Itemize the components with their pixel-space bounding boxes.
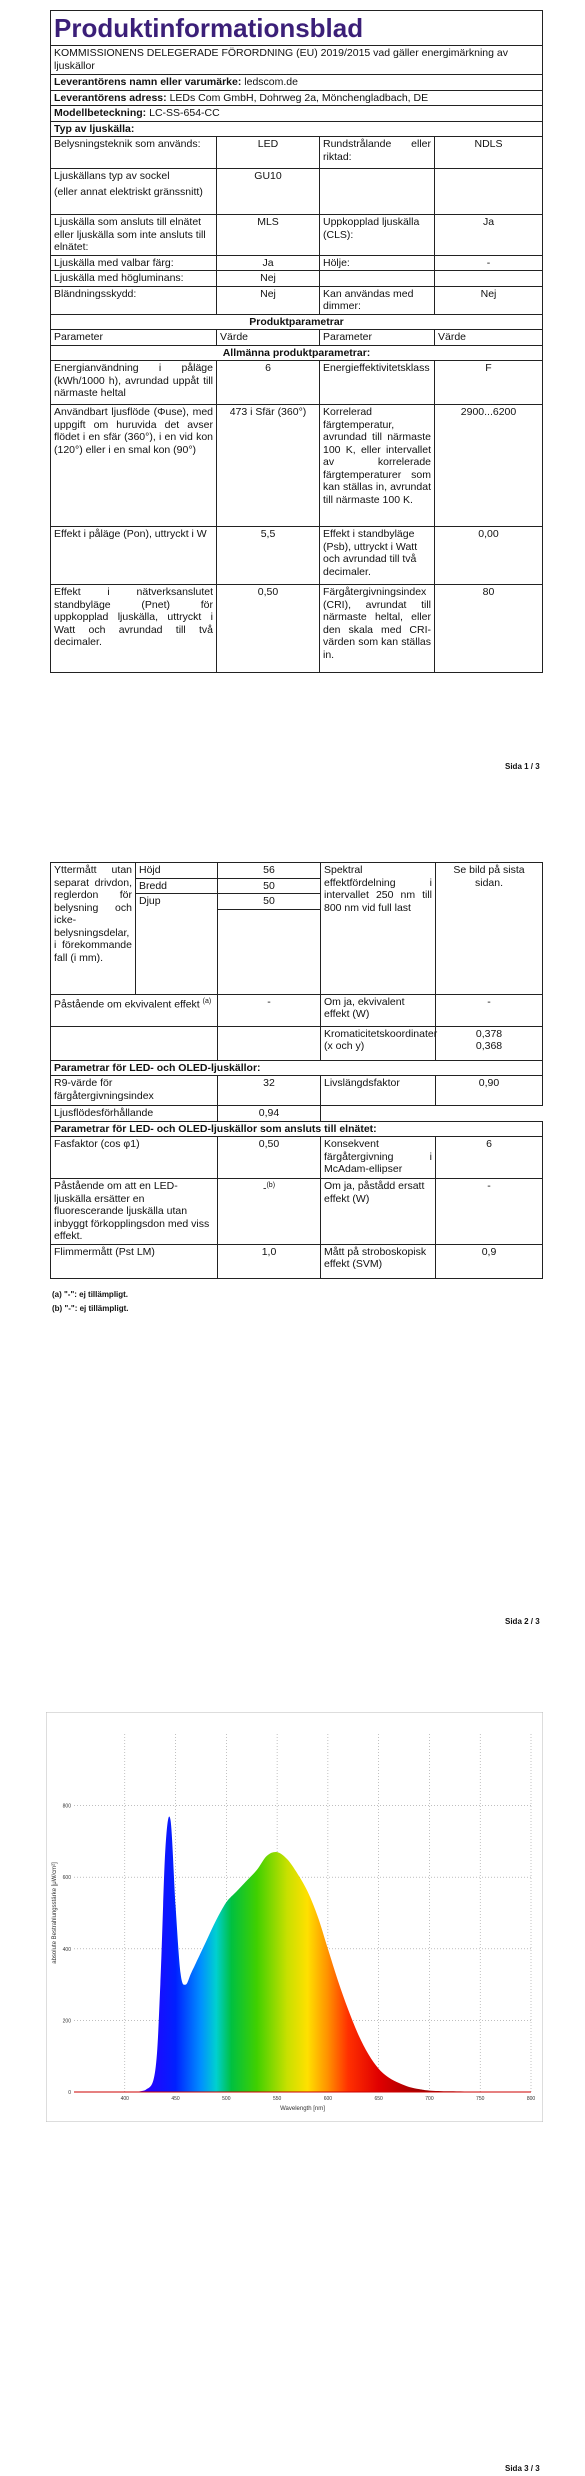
width-value: 50 [218, 878, 321, 894]
supplier-address-row [51, 90, 543, 106]
supplier-name-label: Leverantörens namn eller varumärke: [54, 76, 242, 88]
tech-value: LED [217, 137, 320, 169]
equiv-value: - [218, 994, 321, 1026]
replace-value-cell [218, 1179, 321, 1245]
r9-label: R9-värde för färgåtergivningsindex [51, 1076, 218, 1106]
cap-label-note: (eller annat elektriskt gränssnitt) [54, 185, 203, 198]
cap-value: GU10 [217, 169, 320, 215]
chroma-y: 0,368 [475, 1040, 503, 1052]
mcadam-value: 6 [436, 1137, 543, 1179]
col-value-1: Värde [217, 330, 320, 346]
tech-label: Belysningsteknik som används: [51, 137, 217, 169]
survival-value: 0,90 [436, 1076, 543, 1106]
mcadam-label: Konsekvent färgåtergivning i McAdam-ellipser [321, 1137, 436, 1179]
x-axis-label: Wavelength [nm] [280, 2106, 325, 2112]
flicker-value: 1,0 [218, 1244, 321, 1278]
colour-value: Ja [217, 255, 320, 271]
footnote-a: (a) "-": ej tillämpligt. [52, 1290, 129, 1299]
dimmable-label: Kan användas med dimmer: [320, 286, 435, 314]
page-number-1: Sida 1 / 3 [505, 762, 540, 771]
replace-w-label: Om ja, påstådd ersatt effekt (W) [321, 1179, 436, 1245]
energy-class-label: Energieffektivitetsklass [320, 361, 435, 405]
x-tick-label: 400 [120, 2096, 129, 2102]
power-on-value: 5,5 [217, 527, 320, 585]
supplier-name: ledscom.de [244, 76, 298, 88]
spectrum-chart [46, 1712, 543, 2122]
height-label: Höjd [136, 863, 218, 879]
col-param-2: Parameter [320, 330, 435, 346]
chroma-label: Kromaticitetskoordinater (x och y) [321, 1026, 436, 1060]
standby-value: 0,00 [435, 527, 543, 585]
type-header: Typ av ljuskälla: [51, 121, 543, 137]
supplier-address-label: Leverantörens adress: [54, 91, 167, 104]
envelope-value: - [435, 255, 543, 271]
y-tick-label: 400 [62, 1946, 71, 1953]
replace-note: (b) [266, 1182, 276, 1189]
page1-table [50, 10, 543, 673]
y-tick-label: 600 [62, 1875, 71, 1882]
spd-value: Se bild på sista sidan. [436, 863, 543, 995]
colour-label: Ljuskälla med valbar färg: [51, 255, 217, 271]
x-tick-label: 450 [171, 2096, 180, 2102]
col-value-2: Värde [435, 330, 543, 346]
survival-label: Livslängdsfaktor [321, 1076, 436, 1106]
replace-label: Påstående om att en LED-ljuskälla ersätter en fluorescerande ljuskälla utan inbyggt förkopplingsdon med viss effekt. [51, 1179, 218, 1245]
x-tick-label: 750 [476, 2096, 485, 2102]
model-row [51, 106, 543, 122]
general-header: Allmänna produktparametrar: [51, 345, 543, 361]
flux-value: 473 i Sfär (360°) [217, 405, 320, 527]
equiv-label-cell [51, 994, 218, 1026]
height-value: 56 [218, 863, 321, 879]
led-params-header: Parametrar för LED- och OLED-ljuskällor: [51, 1060, 543, 1076]
params-header: Produktparametrar [51, 314, 543, 330]
cct-label: Korrelerad färgtemperatur, avrundad till närmaste 100 K, eller intervallet av korrelerade färgtemperaturer som kan ställas in, avrundat till närmaste 100 K. [320, 405, 435, 527]
spd-label: Spektral effektfördelning i intervallet 250 nm till 800 nm vid full last [321, 863, 436, 995]
antiglare-label: Bländningsskydd: [51, 286, 217, 314]
footnote-b: (b) "-": ej tillämpligt. [52, 1304, 129, 1313]
chroma-x: 0,378 [475, 1027, 503, 1040]
mains-value: MLS [217, 215, 320, 256]
page2-table [50, 862, 543, 1279]
connected-label: Uppkopplad ljuskälla (CLS): [320, 215, 435, 256]
equiv-w-label: Om ja, ekvivalent effekt (W) [321, 994, 436, 1026]
width-label: Bredd [136, 878, 218, 894]
flicker-label: Flimmermått (Pst LM) [51, 1244, 218, 1278]
replace-value: - [262, 1182, 267, 1195]
connected-value: Ja [435, 215, 543, 256]
dimmable-value: Nej [435, 286, 543, 314]
r9-value: 32 [218, 1076, 321, 1106]
x-tick-label: 700 [425, 2096, 434, 2102]
supplier-address: LEDs Com GmbH, Dohrweg 2a, Mönchengladbach, DE [169, 91, 429, 104]
x-tick-label: 500 [222, 2096, 231, 2102]
depth-value: 50 [218, 894, 321, 910]
energy-label: Energianvändning i påläge (kWh/1000 h), avrundad uppåt till närmaste heltal [51, 361, 217, 405]
page-number-2: Sida 2 / 3 [505, 1617, 540, 1626]
equiv-note: (a) [202, 997, 212, 1005]
y-tick-label: 200 [62, 2018, 71, 2025]
lumen-label: Ljusflödesförhållande [51, 1106, 218, 1122]
y-tick-label: 0 [68, 2090, 71, 2096]
x-tick-label: 800 [526, 2096, 536, 2102]
y-tick-label: 800 [62, 1803, 71, 1810]
model-label: Modellbeteckning: [54, 107, 147, 119]
cap-label: Ljuskällans typ av sockel [54, 170, 170, 182]
col-param-1: Parameter [51, 330, 217, 346]
x-tick-label: 600 [323, 2096, 333, 2102]
replace-w-value: - [436, 1179, 543, 1245]
energy-class-value: F [435, 361, 543, 405]
page-title: Produktinformationsblad [51, 11, 543, 46]
nondirectional-label: Rundstrålande eller riktad: [320, 137, 435, 169]
nondirectional-value: NDLS [435, 137, 543, 169]
equiv-label: Påstående om ekvivalent effekt [54, 998, 200, 1010]
lumen-value: 0,94 [218, 1106, 321, 1122]
hl-label: Ljuskälla med högluminans: [51, 271, 217, 287]
depth-label: Djup [136, 894, 218, 910]
svm-value: 0,9 [436, 1244, 543, 1278]
supplier-name-row [51, 75, 543, 91]
cri-value: 80 [435, 585, 543, 673]
model-identifier: LC-SS-654-CC [149, 107, 220, 119]
page-number-3: Sida 3 / 3 [505, 2464, 540, 2473]
mains-params-header: Parametrar för LED- och OLED-ljuskällor som ansluts till elnätet: [51, 1121, 543, 1137]
envelope-label: Hölje: [320, 255, 435, 271]
net-standby-label: Effekt i nätverksanslutet standbyläge (Pnet) för uppkopplad ljuskälla, uttryckt i Watt och avrundad till två decimaler. [51, 585, 217, 673]
energy-value: 6 [217, 361, 320, 405]
outer-dimensions-label: Yttermått utan separat drivdon, reglerdon för belysning och icke-belysningsdelar, i förekommande fall (i mm). [51, 863, 136, 995]
y-axis-label: absolute Bestrahlungsstärke [μW/cm²] [52, 1862, 58, 1964]
standby-label: Effekt i standbyläge (Psb), uttryckt i Watt och avrundad till två decimaler. [320, 527, 435, 585]
power-on-label: Effekt i påläge (Pon), uttryckt i W [51, 527, 217, 585]
svm-label: Mått på stroboskopisk effekt (SVM) [321, 1244, 436, 1278]
cap-label-cell [51, 169, 217, 215]
mains-label: Ljuskälla som ansluts till elnätet eller ljuskälla som inte ansluts till elnätet: [51, 215, 217, 256]
hl-value: Nej [217, 271, 320, 287]
chroma-cell [436, 1026, 543, 1060]
pf-value: 0,50 [218, 1137, 321, 1179]
flux-label: Användbart ljusflöde (Φuse), med uppgift om huruvida det avser flödet i en sfär (360°), i en vid kon (120°) eller i en smal kon (90°) [51, 405, 217, 527]
pf-label: Fasfaktor (cos φ1) [51, 1137, 218, 1179]
net-standby-value: 0,50 [217, 585, 320, 673]
cct-value: 2900...6200 [435, 405, 543, 527]
equiv-w-value: - [436, 994, 543, 1026]
x-tick-label: 650 [374, 2096, 383, 2102]
regulation-text: KOMMISSIONENS DELEGERADE FÖRORDNING (EU) 2019/2015 vad gäller energimärkning av ljuskällor [51, 46, 543, 75]
cri-label: Färgåtergivningsindex (CRI), avrundat till närmaste heltal, eller den skala med CRI-värden som kan ställas in. [320, 585, 435, 673]
antiglare-value: Nej [217, 286, 320, 314]
x-tick-label: 550 [272, 2096, 282, 2102]
